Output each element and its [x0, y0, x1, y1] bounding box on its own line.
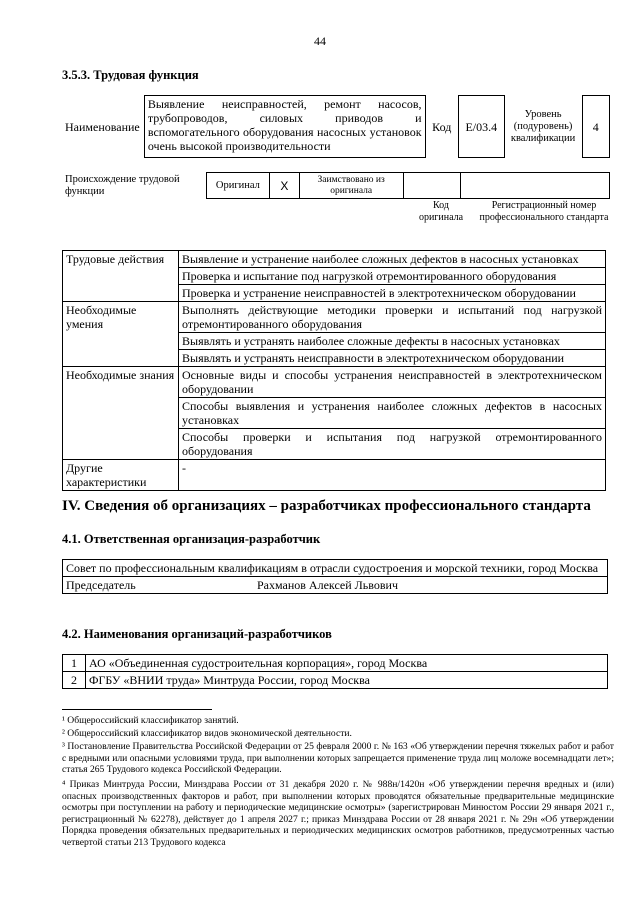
footnote-3: ³ Постановление Правительства Российской Федерации от 25 февраля 2000 г. № 163 «Об утверждении перечня тяжелых работ и работ с вредными или опасными условиями труда, при выполнении которых запрещается применение труда лиц моложе восемнадцати лет»; статья 265 Трудового кодекса Российской Федерации. [62, 741, 614, 775]
skill-item: Выявлять и устранять неисправности в электротехническом оборудовании [179, 350, 606, 367]
chair-name: Рахманов Алексей Львович [254, 577, 608, 594]
org-name: АО «Объединенная судостроительная корпорация», город Москва [86, 655, 608, 672]
level-label: Уровень (подуровень) квалификации [510, 108, 576, 144]
origin-label: Происхождение трудовой функции [65, 173, 180, 197]
org-name: ФГБУ «ВНИИ труда» Минтруда России, город Москва [86, 672, 608, 689]
responsible-org-table [62, 559, 608, 594]
knowledge-item: Способы проверки и испытания под нагрузкой отремонтированного оборудования [179, 429, 606, 460]
function-header-table [62, 95, 610, 158]
org-num: 1 [63, 655, 86, 672]
label-other: Другие характеристики [63, 460, 179, 491]
responsible-org-name: Совет по профессиональным квалификациям в отрасли судостроения и морской техники, город Москва [63, 560, 608, 577]
function-name: Выявление неисправностей, ремонт насосов, трубопроводов, силовых приводов и вспомогательного оборудования насосных установок очень высокой производительности [144, 96, 425, 158]
chair-label: Председатель [63, 577, 255, 594]
name-label: Наименование [65, 119, 140, 134]
footnote-2: ² Общероссийский классификатор видов экономической деятельности. [62, 728, 352, 739]
page-number: 44 [314, 34, 326, 48]
action-item: Проверка и устранение неисправностей в электротехническом оборудовании [179, 285, 606, 302]
label-skills: Необходимые умения [63, 302, 179, 367]
skill-item: Выявлять и устранять наиболее сложные дефекты в насосных установках [179, 333, 606, 350]
reg-number-caption: Регистрационный номер профессионального стандарта [479, 200, 609, 223]
original-label: Оригинал [206, 173, 270, 199]
section-title: 3.5.3. Трудовая функция [62, 68, 199, 82]
level-value: 4 [582, 96, 609, 158]
footnote-separator [62, 709, 212, 710]
knowledge-item: Основные виды и способы устранения неисправностей в электротехническом оборудовании [179, 367, 606, 398]
org-num: 2 [63, 672, 86, 689]
origin-code-cell [403, 173, 461, 199]
original-mark: X [270, 173, 299, 199]
label-actions: Трудовые действия [63, 251, 179, 302]
function-code: E/03.4 [458, 96, 504, 158]
footnote-4: ⁴ Приказ Минтруда России, Минздрава России от 31 декабря 2020 г. № 988н/1420н «Об утверждении перечня вредных и (или) опасных производственных факторов и работ, при выполнении которых проводятся обязательные предварительные медицинские осмотры при поступлении на работу и периодические медицинские осмотры» (зарегистрирован Минюстом России 29 января 2021 г., регистрационный № 62278), действует до 1 апреля 2027 г.; приказ Минздрава России от 28 января 2021 г. № 29н «Об утверждении Порядка проведения обязательных предварительных и периодических медицинских осмотров работников, предусмотренных частью четвертой статьи 213 Трудового кодекса [62, 779, 614, 848]
reg-number-cell [461, 173, 610, 199]
origin-table [62, 172, 610, 199]
other-item: - [179, 460, 606, 491]
details-table [62, 250, 606, 491]
developer-orgs-table [62, 654, 608, 689]
borrowed-label: Заимствовано из оригинала [299, 173, 403, 199]
action-item: Выявление и устранение наиболее сложных дефектов в насосных установках [179, 251, 606, 268]
code-original-caption: Код оригинала [418, 200, 464, 223]
skill-item: Выполнять действующие методики проверки и испытаний под нагрузкой отремонтированного оборудования [179, 302, 606, 333]
action-item: Проверка и испытание под нагрузкой отремонтированного оборудования [179, 268, 606, 285]
code-label: Код [432, 119, 452, 134]
knowledge-item: Способы выявления и устранения наиболее сложных дефектов в насосных установках [179, 398, 606, 429]
section-42-title: 4.2. Наименования организаций-разработчиков [62, 627, 332, 641]
footnote-1: ¹ Общероссийский классификатор занятий. [62, 715, 239, 726]
section-4-title: IV. Сведения об организациях – разработчиках профессионального стандарта [62, 498, 591, 514]
label-knowledge: Необходимые знания [63, 367, 179, 460]
section-41-title: 4.1. Ответственная организация-разработчик [62, 532, 321, 546]
